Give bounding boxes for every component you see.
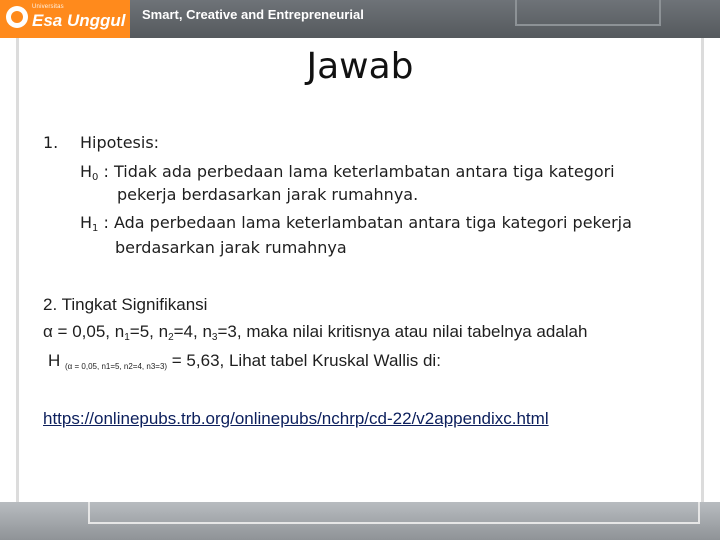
h0-text: : Tidak ada perbedaan lama keterlambatan antara tiga kategori <box>98 162 615 181</box>
h0-line2: pekerja berdasarkan jarak rumahnya. <box>117 185 419 204</box>
h0-subscript: 0 <box>92 172 99 183</box>
n2-subscript: 2 <box>168 332 174 343</box>
h1-line2: berdasarkan jarak rumahnya <box>115 238 347 257</box>
n3-subscript: 3 <box>211 332 218 343</box>
h1-text: : Ada perbedaan lama keterlambatan antara tiga kategori pekerja <box>98 213 632 232</box>
alpha-text: α = 0,05, n <box>43 322 125 341</box>
critical-value-line <box>48 351 441 371</box>
h0-symbol: H <box>80 162 93 181</box>
h1-symbol: H <box>80 213 93 232</box>
n1-value: =5, n <box>129 322 169 341</box>
kruskal-wallis-table-link[interactable]: https://onlinepubs.trb.org/onlinepubs/nchrp/cd-22/v2appendixc.html <box>43 409 549 428</box>
frame-left <box>16 38 19 502</box>
n3-value: =3, maka nilai kritisnya atau nilai tabelnya adalah <box>217 322 588 341</box>
logo-name: Esa Unggul <box>32 11 126 30</box>
frame-right <box>701 38 704 502</box>
item1-heading: Hipotesis: <box>80 133 160 152</box>
footer-decoration <box>88 502 700 524</box>
h1-line1 <box>80 213 632 234</box>
logo-caption: Universitas <box>32 4 64 10</box>
h1-subscript: 1 <box>92 223 99 234</box>
logo <box>0 0 130 38</box>
h-symbol: H <box>48 351 61 370</box>
n1-subscript: 1 <box>124 332 130 343</box>
item2-heading: 2. Tingkat Signifikansi <box>43 295 208 314</box>
n2-value: =4, n <box>173 322 212 341</box>
h-subscript: (α = 0,05, n1=5, n2=4, n3=3) <box>65 362 168 371</box>
slide-title: Jawab <box>306 46 414 87</box>
h0-line1 <box>80 162 615 183</box>
tagline: Smart, Creative and Entrepreneurial <box>142 7 364 22</box>
h-rest: = 5,63, Lihat tabel Kruskal Wallis di: <box>167 351 441 370</box>
header-bar <box>0 0 720 38</box>
university-logo-icon <box>6 6 28 28</box>
significance-line <box>43 322 587 343</box>
header-decoration <box>515 0 661 26</box>
item1-number: 1. <box>43 133 59 152</box>
